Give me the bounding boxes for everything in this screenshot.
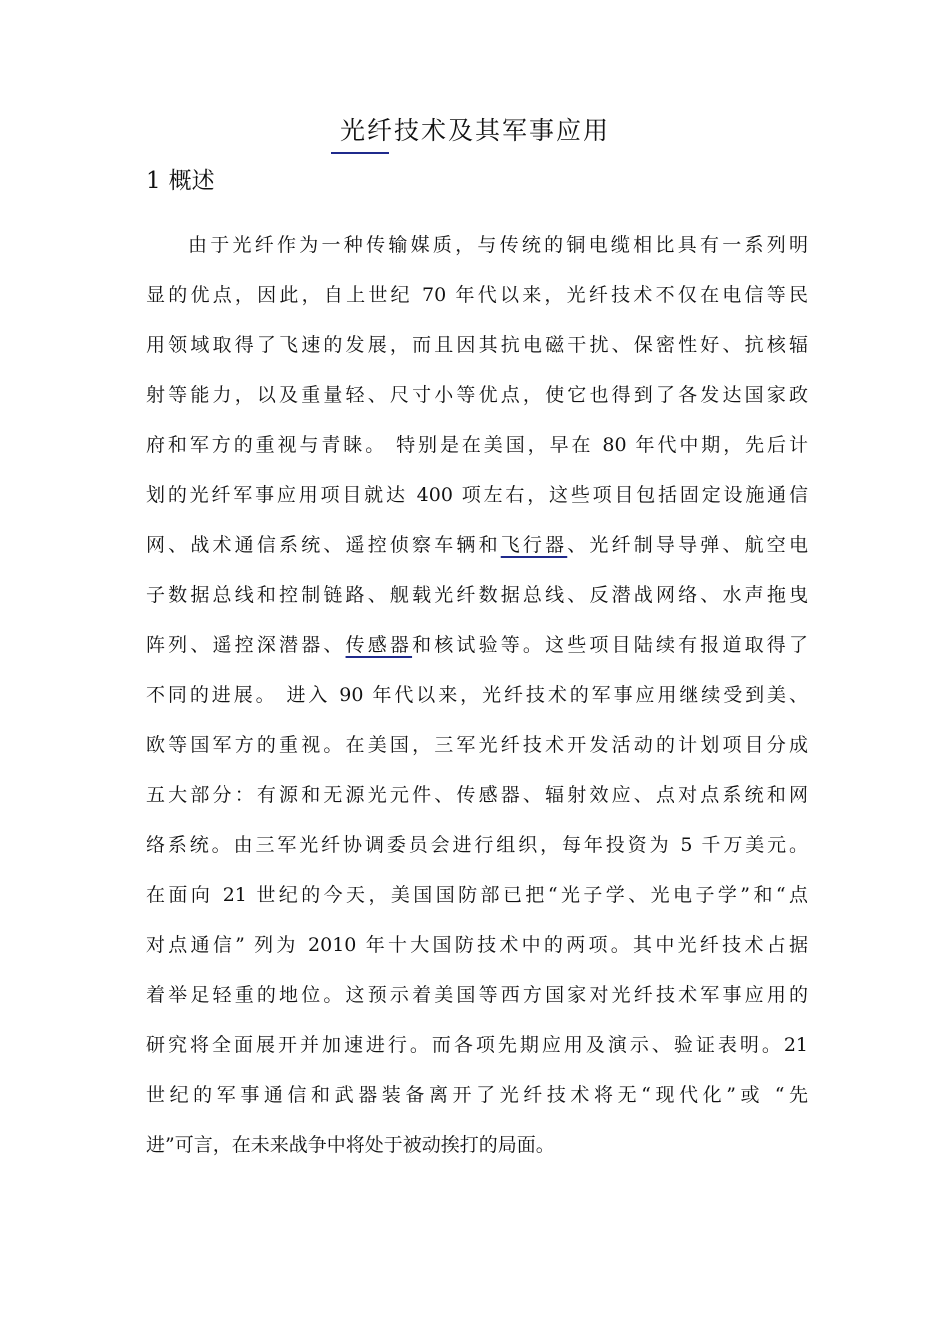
section-title: 概述 [168,168,215,194]
paragraph-line: 划的光纤军事应用项目就达 400 项左右，这些项目包括固定设施通信 [146,484,808,506]
paragraph-line: 网、战术通信系统、遥控侦察车辆和飞行器、光纤制导导弹、航空电 [146,534,808,556]
paragraph-line: 对点通信” 列为 2010 年十大国防技术中的两项。其中光纤技术占据 [146,934,808,956]
paragraph-line: 着举足轻重的地位。这预示着美国等西方国家对光纤技术军事应用的 [146,984,808,1006]
sensor-link[interactable]: 传感器 [345,634,413,656]
paragraph-line: 阵列、遥控深潜器、传感器和核试验等。这些项目陆续有报道取得了 [146,634,808,656]
paragraph-line: 府和军方的重视与青睐。 特别是在美国，早在 80 年代中期，先后计 [146,434,808,456]
paragraph-line: 络系统。由三军光纤协调委员会进行组织，每年投资为 5 千万美元。 [146,834,808,856]
document-title: 光纤技术及其军事应用 [339,116,610,145]
paragraph-line: 子数据总线和控制链路、舰载光纤数据总线、反潜战网络、水声拖曳 [146,584,808,606]
paragraph-line: 由于光纤作为一种传输媒质，与传统的铜电缆相比具有一系列明 [188,234,808,256]
paragraph-line-last: 进”可言，在未来战争中将处于被动挨打的局面。 [146,1134,555,1156]
paragraph-line: 世纪的军事通信和武器装备离开了光纤技术将无“现代化”或 “先 [146,1084,808,1106]
paragraph-line: 显的优点，因此，自上世纪 70 年代以来，光纤技术不仅在电信等民 [146,284,808,306]
paragraph-line: 研究将全面展开并加速进行。而各项先期应用及演示、验证表明。21 [146,1034,808,1056]
paragraph-line: 欧等国军方的重视。在美国，三军光纤技术开发活动的计划项目分成 [146,734,808,756]
title-underline [331,152,389,154]
paragraph-line: 射等能力，以及重量轻、尺寸小等优点，使它也得到了各发达国家政 [146,384,808,406]
section-heading [146,164,215,198]
paragraph-line: 用领域取得了飞速的发展，而且因其抗电磁干扰、保密性好、抗核辐 [146,334,808,356]
paragraph-line: 不同的进展。 进入 90 年代以来，光纤技术的军事应用继续受到美、 [146,684,808,706]
section-number: 1 [146,168,161,194]
aircraft-link[interactable]: 飞行器 [500,534,568,556]
paragraph-line: 在面向 21 世纪的今天，美国国防部已把“光子学、光电子学”和“点 [146,884,808,906]
paragraph-line: 五大部分：有源和无源光元件、传感器、辐射效应、点对点系统和网 [146,784,808,806]
body-paragraph [146,220,808,1170]
